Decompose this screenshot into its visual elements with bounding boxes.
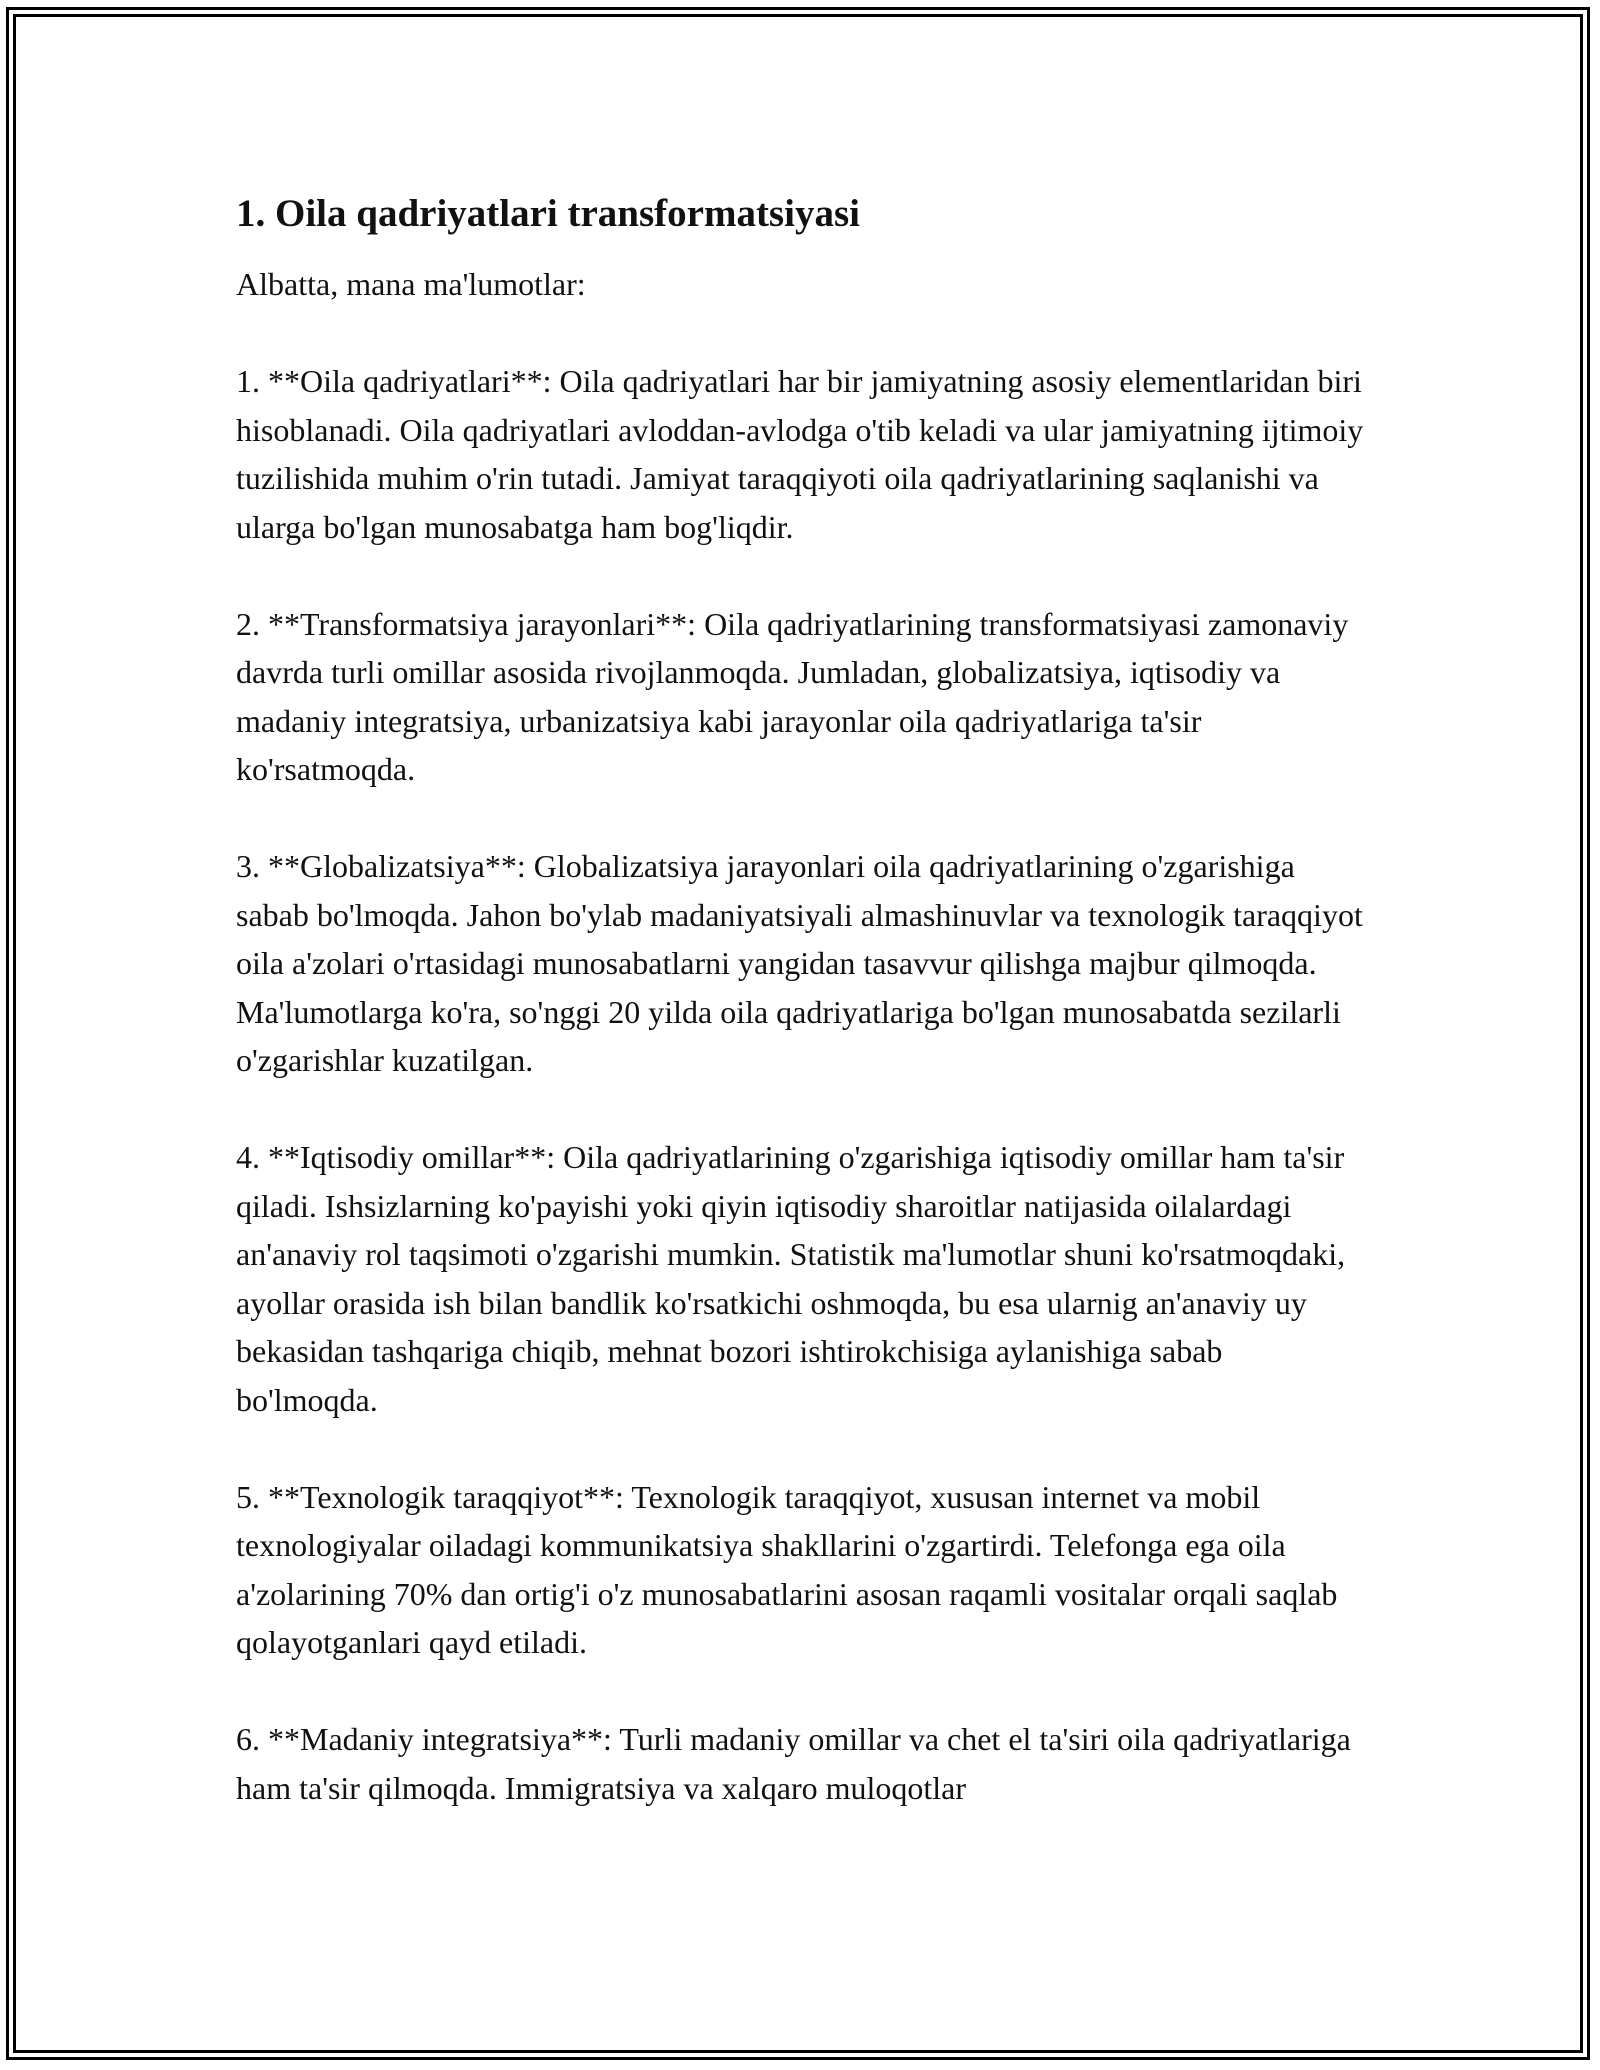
intro-paragraph: Albatta, mana ma'lumotlar: <box>236 266 586 302</box>
list-item: 1. **Oila qadriyatlari**: Oila qadriyatlari har bir jamiyatning asosiy elementlaridan biri hisoblanadi. Oila qadriyatlari avloddan-avlodga o'tib keladi va ular jamiyatning ijtimoiy tuzilishida muhim o'rin tutadi. Jamiyat taraqqiyoti oila qadriyatlarining saqlanishi va ularga bo'lgan munosabatga ham bog'liqdir. <box>236 363 1364 545</box>
list-item: 5. **Texnologik taraqqiyot**: Texnologik taraqqiyot, xususan internet va mobil texnologiyalar oiladagi kommunikatsiya shakllarini o'zgartirdi. Telefonga ega oila a'zolarining 70% dan ortig'i o'z munosabatlarini asosan raqamli vositalar orqali saqlab qolayotganlari qayd etiladi. <box>236 1478 1338 1660</box>
document-title: 1. Oila qadriyatlari transformatsiyasi <box>236 192 860 235</box>
list-item: 4. **Iqtisodiy omillar**: Oila qadriyatlarining o'zgarishiga iqtisodiy omillar ham ta'sir qiladi. Ishsizlarning ko'payishi yoki qiyin iqtisodiy sharoitlar natijasida oilalardagi an'anaviy rol taqsimoti o'zgarishi mumkin. Statistik ma'lumotlar shuni ko'rsatmoqdaki, ayollar orasida ish bilan bandlik ko'rsatkichi oshmoqda, bu esa ularnig an'anaviy uy bekasidan tashqariga chiqib, mehnat bozori ishtirokchisiga aylanishiga sabab bo'lmoqda. <box>236 1139 1346 1418</box>
list-item: 3. **Globalizatsiya**: Globalizatsiya jarayonlari oila qadriyatlarining o'zgarishiga sabab bo'lmoqda. Jahon bo'ylab madaniyatsiyali almashinuvlar va texnologik taraqqiyot oila a'zolari o'rtasidagi munosabatlarni yangidan tasavvur qilishga majbur qilmoqda. Ma'lumotlarga ko'ra, so'nggi 20 yilda oila qadriyatlariga bo'lgan munosabatda sezilarli o'zgarishlar kuzatilgan. <box>236 848 1363 1078</box>
document-body <box>236 190 1366 1812</box>
list-item: 2. **Transformatsiya jarayonlari**: Oila qadriyatlarining transformatsiyasi zamonaviy davrda turli omillar asosida rivojlanmoqda. Jumladan, globalizatsiya, iqtisodiy va madaniy integratsiya, urbanizatsiya kabi jarayonlar oila qadriyatlariga ta'sir ko'rsatmoqda. <box>236 605 1349 787</box>
list-item: 6. **Madaniy integratsiya**: Turli madaniy omillar va chet el ta'siri oila qadriyatlariga ham ta'sir qilmoqda. Immigratsiya va xalqaro muloqotlar <box>236 1721 1351 1806</box>
